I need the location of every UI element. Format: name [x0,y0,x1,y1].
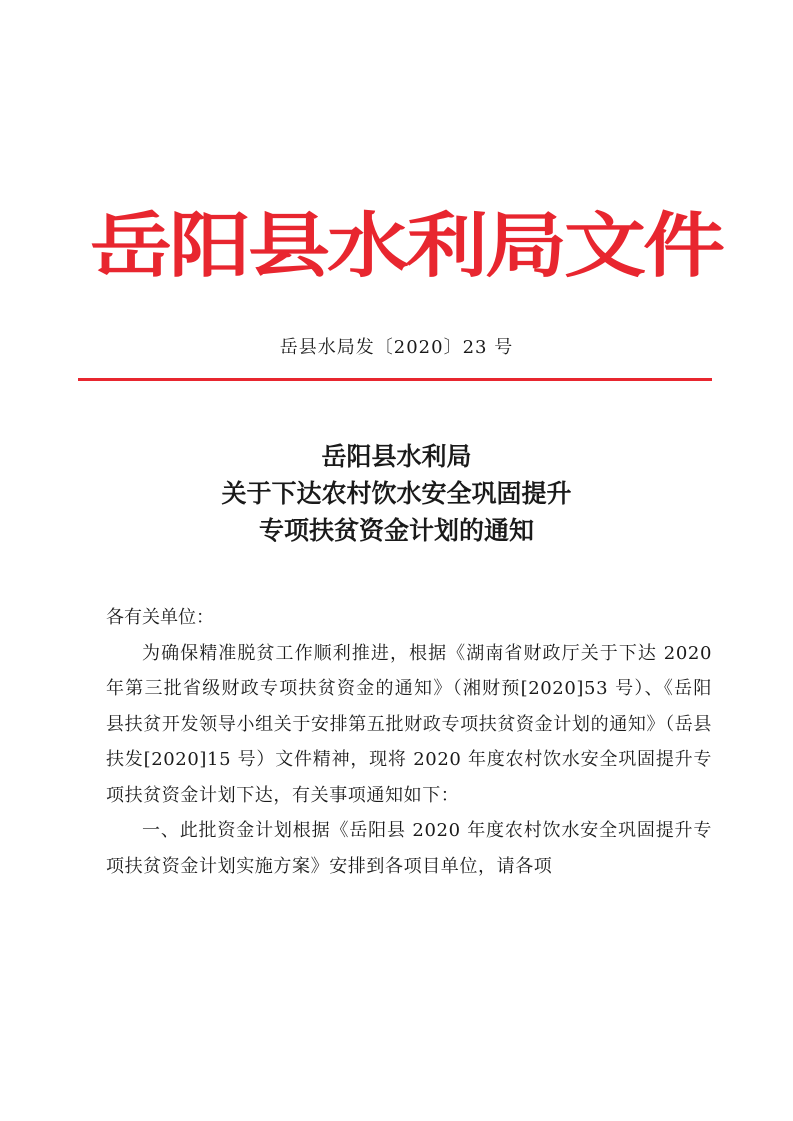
red-divider-line [78,378,712,381]
notice-title-line-3: 专项扶贫资金计划的通知 [258,516,534,545]
notice-body [106,600,712,884]
addressee: 各有关单位： [106,607,214,628]
document-number: 岳县水局发〔2020〕23 号 [279,337,514,358]
notice-title [0,438,793,549]
notice-title-line-2: 关于下达农村饮水安全巩固提升 [221,479,572,508]
body-paragraph-2: 一、此批资金计划根据《岳阳县 2020 年度农村饮水安全巩固提升专项扶贫资金计划实施方案》安排到各项目单位，请各项 [106,820,712,877]
notice-title-line-1: 岳阳县水利局 [321,442,472,471]
body-paragraph-1: 为确保精准脱贫工作顺利推进，根据《湖南省财政厅关于下达 2020 年第三批省级财政专项扶贫资金的通知》（湘财预[2020]53 号）、《岳阳县扶贫开发领导小组关于安排第五批财政专项扶贫资金计划的通知》（岳县扶发[2020]15 号）文件精神，现将 2020 年度农村饮水安全巩固提升专项扶贫资金计划下达，有关事项通知如下： [106,642,712,806]
document-header-title: 岳阳县水利局文件 [90,204,723,288]
